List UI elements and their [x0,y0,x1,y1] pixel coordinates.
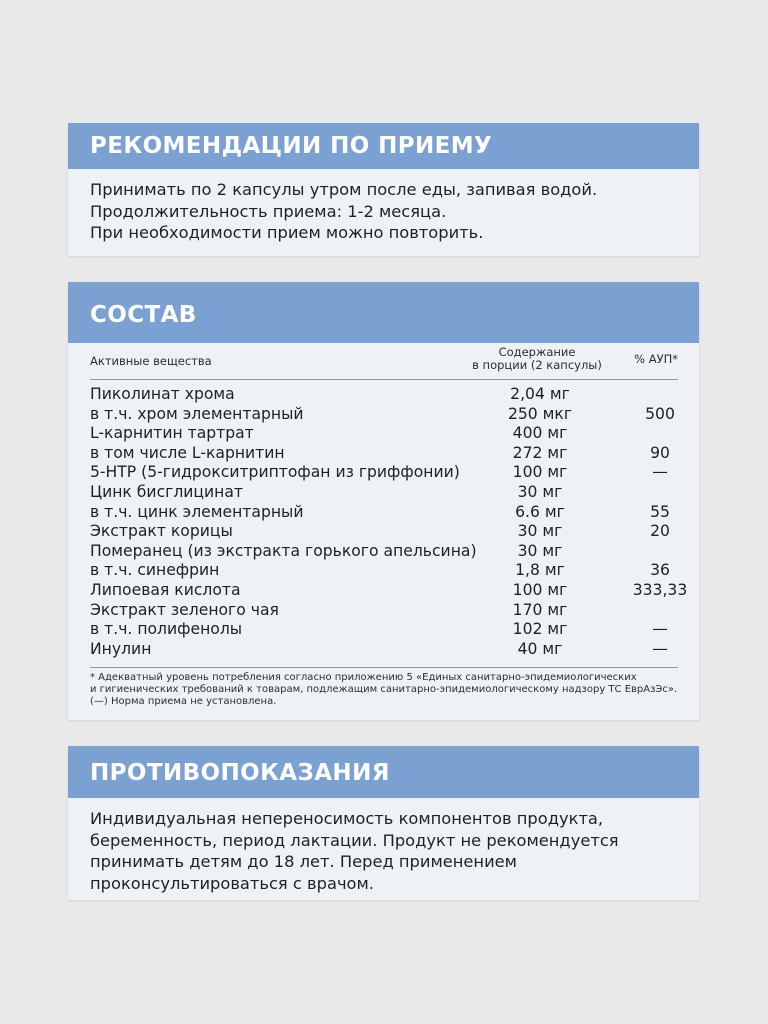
row-aup: — [652,620,668,639]
row-name: Липоевая кислота [90,580,241,599]
row-amount: 400 мг [512,424,568,443]
table-row [90,561,678,581]
row-aup: — [652,463,668,482]
row-amount: 100 мг [512,463,568,482]
row-amount: 2,04 мг [510,385,570,403]
table-body [90,380,688,659]
row-aup: 333,33 [632,580,688,599]
table-row [90,385,678,405]
row-name: в т.ч. синефрин [90,561,220,580]
contraindications-line: беременность, период лактации. Продукт не рекомендуется [90,830,619,850]
row-name: в том числе L-карнитин [90,443,285,462]
table-row [90,601,678,621]
row-name: в т.ч. полифенолы [90,620,243,639]
table-row [90,542,678,562]
header-amount-line1: Содержание [498,345,576,359]
row-name: L-карнитин тартрат [90,424,254,443]
row-amount: 102 мг [512,620,568,639]
header-amount-line2: в порции (2 капсулы) [472,358,602,372]
footnote-line: (—) Норма приема не установлена. [90,695,277,707]
table-row [90,463,678,483]
row-name: 5-HTP (5-гидрокситриптофан из гриффонии) [90,463,460,482]
table-row [90,405,678,425]
recommendations-line: Принимать по 2 капсулы утром после еды, запивая водой. [90,180,598,199]
row-name: Цинк бисглицинат [90,482,244,501]
table-row [90,503,678,523]
composition-table [68,343,699,707]
row-name: в т.ч. хром элементарный [90,404,304,423]
row-aup: — [652,639,668,658]
table-row [90,444,678,464]
contraindications-card [68,746,699,900]
contraindications-text [68,798,699,894]
row-aup: 36 [650,561,670,580]
row-amount: 6.6 мг [515,502,565,521]
recommendations-card [68,123,699,256]
table-row [90,424,678,444]
header-active-substances: Активные вещества [90,354,212,368]
row-aup: 20 [650,522,670,541]
row-name: Пиколинат хрома [90,385,235,403]
recommendations-line: При необходимости прием можно повторить. [90,223,484,242]
contraindications-line: проконсультироваться с врачом. [90,873,374,893]
table-row [90,483,678,503]
table-row [90,620,678,640]
row-amount: 250 мкг [507,404,573,423]
row-amount: 30 мг [517,522,563,541]
composition-title: СОСТАВ [68,282,699,343]
row-amount: 272 мг [512,443,568,462]
header-amount [468,346,606,372]
row-aup: 500 [645,404,675,423]
recommendations-text [68,169,699,244]
row-amount: 30 мг [517,482,563,501]
row-amount: 1,8 мг [515,561,565,580]
recommendations-line: Продолжительность приема: 1-2 месяца. [90,201,447,221]
header-aup: % АУП* [634,352,678,366]
contraindications-title: ПРОТИВОПОКАЗАНИЯ [68,746,699,798]
table-row [90,640,678,660]
table-divider [90,667,678,668]
footnote-line: и гигиенических требований к товарам, подлежащим санитарно-эпидемиологическому надзору ТС ЕврАзЭс». [90,683,678,695]
row-name: Инулин [90,639,152,658]
row-amount: 40 мг [517,639,563,658]
table-row [90,522,678,542]
table-row [90,580,688,601]
row-aup: 90 [650,443,670,462]
contraindications-line: принимать детям до 18 лет. Перед применением [90,852,517,871]
recommendations-title: РЕКОМЕНДАЦИИ ПО ПРИЕМУ [68,123,699,169]
row-amount: 170 мг [512,600,568,619]
row-amount: 30 мг [517,541,563,560]
row-name: Экстракт корицы [90,522,233,541]
contraindications-line: Индивидуальная непереносимость компонентов продукта, [90,809,604,828]
row-aup: 55 [650,502,670,521]
row-name: Померанец (из экстракта горького апельсина) [90,541,477,560]
row-name: Экстракт зеленого чая [90,600,279,619]
footnote-line: * Адекватный уровень потребления согласно приложению 5 «Единых санитарно-эпидемиологических [90,672,637,684]
row-amount: 100 мг [512,580,568,599]
composition-card [68,282,699,720]
footnote [90,672,678,707]
row-name: в т.ч. цинк элементарный [90,502,304,521]
table-header [90,343,678,380]
